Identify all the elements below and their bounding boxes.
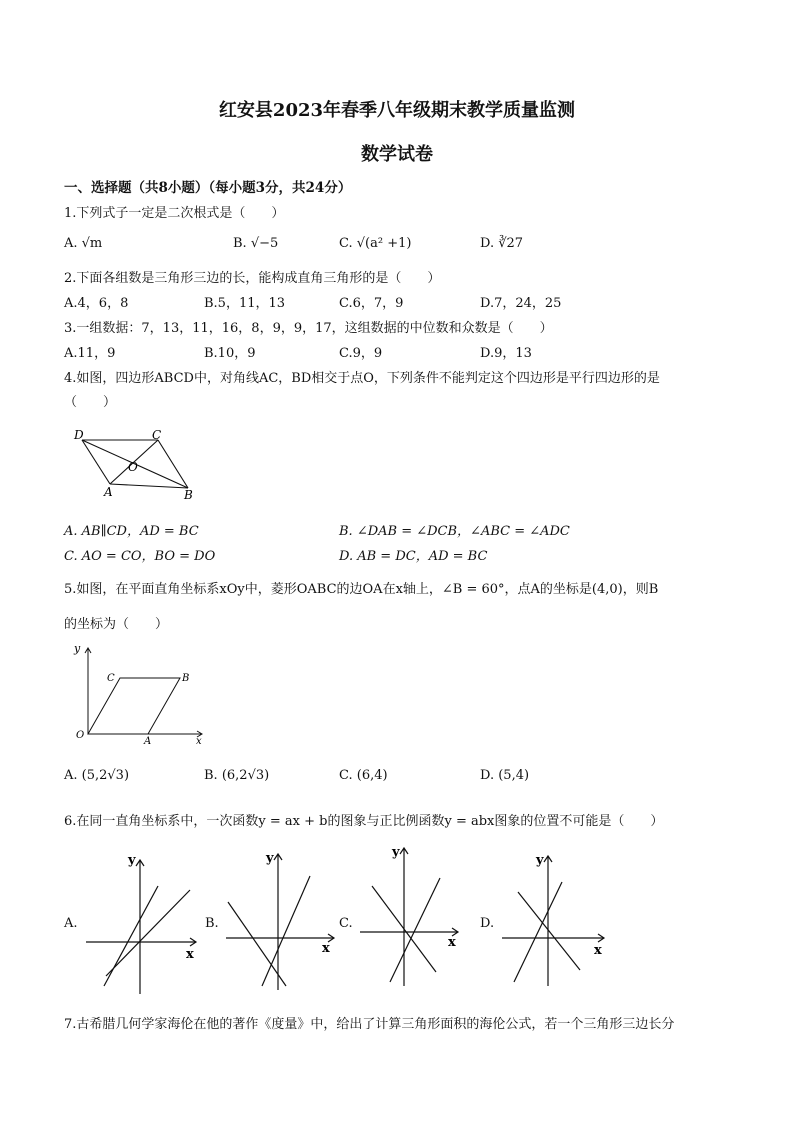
q3-option-a: A.11，9 xyxy=(64,346,116,361)
q5-label-c: C xyxy=(107,673,115,684)
question-5-stem-cont: 的坐标为（ ） xyxy=(64,617,169,632)
q2-option-a: A.4，6，8 xyxy=(64,296,129,311)
q6-graph-b xyxy=(222,846,342,996)
q2-option-b: B.5，11，13 xyxy=(204,296,286,311)
q1-option-b: B. √−5 xyxy=(233,236,279,251)
question-7-stem: 7.古希腊几何学家海伦在他的著作《度量》中，给出了计算三角形面积的海伦公式，若一个三角形三边长分 xyxy=(64,1017,675,1032)
q4-label-a: A xyxy=(104,485,113,499)
question-3-stem: 3.一组数据：7，13，11，16，8，9，9，17，这组数据的中位数和众数是（ ） xyxy=(64,321,553,336)
q1-option-d: D. ∛27 xyxy=(480,236,524,251)
question-2-stem: 2.下面各组数是三角形三边的长，能构成直角三角形的是（ ） xyxy=(64,271,441,286)
q6-graph-c-y-label: y xyxy=(392,845,400,860)
question-5-stem: 5.如图，在平面直角坐标系xOy中，菱形OABC的边OA在x轴上，∠B = 60°，点A的坐标是(4,0)，则B xyxy=(64,582,659,597)
q5-option-d: D. (5,4) xyxy=(480,768,530,783)
q6-graph-b-x-label: x xyxy=(322,941,330,956)
q5-rhombus-figure xyxy=(70,640,210,748)
q5-label-x: x xyxy=(196,736,202,747)
q4-quadrilateral-figure xyxy=(70,426,210,504)
question-6-stem: 6.在同一直角坐标系中，一次函数y = ax + b的图象与正比例函数y = abx图象的位置不可能是（ ） xyxy=(64,814,664,829)
q4-label-b: B xyxy=(184,488,193,502)
q1-option-c: C. √(a² +1) xyxy=(339,236,412,251)
q6-graph-d-y-label: y xyxy=(536,853,544,868)
q6-graph-b-y-label: y xyxy=(266,851,274,866)
q6-graph-a-label: A. xyxy=(64,916,78,931)
q3-option-c: C.9，9 xyxy=(339,346,383,361)
q6-graph-c-x-label: x xyxy=(448,935,456,950)
q5-option-c: C. (6,4) xyxy=(339,768,388,783)
q6-graph-d-x-label: x xyxy=(594,943,602,958)
page-subtitle: 数学试卷 xyxy=(361,144,433,165)
section-heading: 一、选择题（共8小题）（每小题3分，共24分） xyxy=(64,180,352,196)
q2-option-d: D.7，24，25 xyxy=(480,296,562,311)
question-1-stem: 1.下列式子一定是二次根式是（ ） xyxy=(64,206,285,221)
q5-option-b: B. (6,2√3) xyxy=(204,768,270,783)
q2-option-c: C.6，7，9 xyxy=(339,296,404,311)
q6-graph-c xyxy=(356,842,466,992)
q6-graph-a-y-label: y xyxy=(128,853,136,868)
q4-option-d: D. AB = DC，AD = BC xyxy=(339,549,488,564)
q4-label-d: D xyxy=(74,428,84,442)
q6-graph-c-label: C. xyxy=(339,916,353,931)
page-title: 红安县2023年春季八年级期末教学质量监测 xyxy=(218,100,576,121)
q6-graph-a-x-label: x xyxy=(186,947,194,962)
q6-graph-d xyxy=(498,846,610,996)
q4-label-c: C xyxy=(152,428,162,442)
q5-option-a: A. (5,2√3) xyxy=(64,768,130,783)
q4-label-o: O xyxy=(128,460,138,474)
q4-option-c: C. AO = CO，BO = DO xyxy=(64,549,216,564)
q4-option-b: B. ∠DAB = ∠DCB，∠ABC = ∠ADC xyxy=(339,524,570,539)
question-4-stem-cont: （ ） xyxy=(64,395,117,410)
q3-option-b: B.10，9 xyxy=(204,346,256,361)
q5-label-o: O xyxy=(76,730,85,741)
question-4-stem: 4.如图，四边形ABCD中，对角线AC，BD相交于点O，下列条件不能判定这个四边形是平行四边形的是 xyxy=(64,371,660,386)
q5-label-y: y xyxy=(74,642,81,655)
q6-graph-a xyxy=(82,846,202,996)
q3-option-d: D.9，13 xyxy=(480,346,532,361)
q5-label-b: B xyxy=(182,673,190,684)
q6-graph-d-label: D. xyxy=(480,916,495,931)
q5-label-a: A xyxy=(144,736,152,747)
q4-option-a: A. AB∥CD，AD = BC xyxy=(64,524,199,539)
q1-option-a: A. √m xyxy=(64,236,103,251)
q6-graph-b-label: B. xyxy=(205,916,219,931)
